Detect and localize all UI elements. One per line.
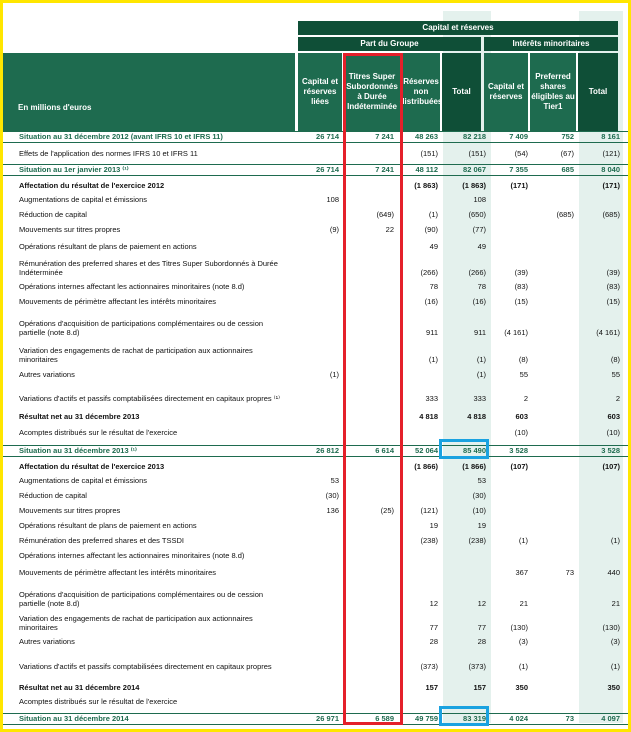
col-header-preferred-shares: Preferred shares éligibles au Tier1: [530, 53, 576, 131]
row-label: Situation au 31 décembre 2012 (avant IFRS 10 et IFRS 11): [19, 132, 223, 141]
cell-value: (1): [610, 662, 620, 671]
table-row: [3, 225, 628, 234]
table-row: [3, 282, 628, 291]
cell-value: 49: [429, 242, 438, 251]
total-2013-highlight: [439, 439, 489, 459]
cell-value: 367: [515, 568, 528, 577]
cell-value: (1 863): [462, 181, 486, 190]
cell-value: 73: [565, 714, 574, 723]
cell-value: (67): [560, 149, 574, 158]
table-row: [3, 476, 628, 485]
cell-value: (151): [468, 149, 486, 158]
cell-value: (171): [602, 181, 620, 190]
row-label: Mouvements sur titres propres: [19, 225, 121, 234]
cell-value: 7 241: [375, 132, 394, 141]
cell-value: (238): [420, 536, 438, 545]
table-row: [3, 394, 628, 403]
cell-value: 4 818: [467, 412, 486, 421]
col-header-reserves-non-distribuees: Réserves non distribuées: [402, 53, 440, 131]
table-row: [3, 346, 628, 364]
cell-value: 21: [611, 599, 620, 608]
row-label: Variation des engagements de rachat de participation aux actionnaires minoritaires: [19, 614, 253, 632]
table-row: [3, 614, 628, 632]
cell-value: 26 714: [316, 132, 339, 141]
table-row: [3, 551, 628, 560]
cell-value: 26 714: [316, 165, 339, 174]
cell-value: 8 161: [601, 132, 620, 141]
row-label: Variation des engagements de rachat de participation aux actionnaires minoritaires: [19, 346, 253, 364]
cell-value: (266): [420, 268, 438, 277]
cell-value: 108: [473, 195, 486, 204]
table-row: [3, 297, 628, 306]
header-capital-reserves: Capital et réserves: [298, 21, 618, 35]
cell-value: (151): [420, 149, 438, 158]
cell-value: 7 355: [509, 165, 528, 174]
cell-value: 82 067: [463, 165, 486, 174]
row-label: Opérations d'acquisition de participations complémentaires ou de cession partielle (note 8.d): [19, 590, 264, 608]
table-row: [3, 181, 628, 190]
cell-value: 55: [519, 370, 528, 379]
table-row: [3, 242, 628, 251]
cell-value: 350: [607, 683, 620, 692]
header-left-block: [3, 53, 295, 131]
cell-value: 19: [429, 521, 438, 530]
row-label: Mouvements de périmètre affectant les intérêts minoritaires: [19, 568, 217, 577]
cell-value: 108: [326, 195, 339, 204]
cell-value: (54): [514, 149, 528, 158]
cell-value: (1): [476, 355, 486, 364]
row-label: Résultat net au 31 décembre 2013: [19, 412, 140, 421]
table-row: [3, 491, 628, 500]
table-header: [3, 3, 628, 131]
cell-value: 911: [474, 328, 486, 337]
cell-value: 4 024: [509, 714, 528, 723]
cell-value: 911: [426, 328, 438, 337]
cell-value: 752: [561, 132, 574, 141]
row-label: Variations d'actifs et passifs comptabilisées directement en capitaux propres: [19, 662, 272, 671]
cell-value: (3): [518, 637, 528, 646]
cell-value: (15): [606, 297, 620, 306]
cell-value: (30): [472, 491, 486, 500]
row-label: Opérations résultant de plans de paiement en actions: [19, 521, 197, 530]
table-row: [3, 683, 628, 692]
table-row: [3, 428, 628, 437]
table-row: [3, 319, 628, 337]
row-label: Résultat net au 31 décembre 2014: [19, 683, 140, 692]
row-label: Réduction de capital: [19, 210, 87, 219]
cell-value: (10): [514, 428, 528, 437]
cell-value: 55: [611, 370, 620, 379]
situation-row: [3, 164, 628, 176]
table-row: [3, 536, 628, 545]
cell-value: 2: [615, 394, 620, 403]
cell-value: (238): [468, 536, 486, 545]
situation-row: [3, 131, 628, 143]
table-row: [3, 506, 628, 515]
cell-value: (685): [602, 210, 620, 219]
row-label: Effets de l'application des normes IFRS 10 et IFRS 11: [19, 149, 198, 158]
cell-value: (1): [329, 370, 339, 379]
cell-value: (4 161): [596, 328, 620, 337]
cell-value: (373): [468, 662, 486, 671]
table-row: [3, 637, 628, 646]
cell-value: 49: [477, 242, 486, 251]
row-label: Autres variations: [19, 370, 75, 379]
cell-value: 21: [519, 599, 528, 608]
cell-value: 7 409: [509, 132, 528, 141]
cell-value: 52 064: [415, 446, 438, 455]
cell-value: (4 161): [504, 328, 528, 337]
situation-row: [3, 445, 628, 457]
table-row: [3, 195, 628, 204]
cell-value: (8): [610, 355, 620, 364]
col-header-capital-reserves-minoritaires: Capital et réserves: [484, 53, 528, 131]
cell-value: (107): [602, 462, 620, 471]
cell-value: 333: [473, 394, 486, 403]
cell-value: 26 971: [316, 714, 339, 723]
row-label: Opérations d'acquisition de participations complémentaires ou de cession partielle (note 8.d): [19, 319, 264, 337]
cell-value: (77): [472, 225, 486, 234]
cell-value: (1 866): [462, 462, 486, 471]
cell-value: (15): [514, 297, 528, 306]
table-row: [3, 210, 628, 219]
cell-value: 2: [523, 394, 528, 403]
cell-value: 3 528: [509, 446, 528, 455]
row-label: Situation au 31 décembre 2013 ⁽¹⁾: [19, 446, 137, 455]
table-row: [3, 568, 628, 577]
cell-value: 157: [425, 683, 438, 692]
cell-value: (16): [472, 297, 486, 306]
table-row: [3, 521, 628, 530]
table-row: [3, 462, 628, 471]
cell-value: 4 097: [601, 714, 620, 723]
cell-value: 73: [565, 568, 574, 577]
cell-value: 26 812: [316, 446, 339, 455]
row-label: Opérations internes affectant les actionnaires minoritaires (note 8.d): [19, 551, 245, 560]
cell-value: (9): [329, 225, 339, 234]
situation-row: [3, 713, 628, 725]
cell-value: 603: [515, 412, 528, 421]
cell-value: 333: [425, 394, 438, 403]
cell-value: 53: [477, 476, 486, 485]
cell-value: 19: [477, 521, 486, 530]
cell-value: (10): [606, 428, 620, 437]
col-header-total-minoritaires: Total: [578, 53, 618, 131]
total-2014-highlight: [439, 706, 489, 726]
tssdi-column-highlight: [343, 53, 403, 725]
cell-value: 603: [607, 412, 620, 421]
cell-value: 7 241: [375, 165, 394, 174]
cell-value: 440: [607, 568, 620, 577]
cell-value: 4 818: [419, 412, 438, 421]
cell-value: (16): [424, 297, 438, 306]
cell-value: 85 490: [463, 446, 486, 455]
cell-value: (685): [556, 210, 574, 219]
row-label: Affectation du résultat de l'exercice 2013: [19, 462, 165, 471]
row-label: Acomptes distribués sur le résultat de l'exercice: [19, 697, 178, 706]
cell-value: 8 040: [601, 165, 620, 174]
cell-value: 53: [330, 476, 339, 485]
cell-value: 136: [326, 506, 339, 515]
table-row: [3, 370, 628, 379]
cell-value: 49 759: [415, 714, 438, 723]
cell-value: (121): [602, 149, 620, 158]
cell-value: (130): [510, 623, 528, 632]
cell-value: 78: [429, 282, 438, 291]
cell-value: 83 319: [463, 714, 486, 723]
cell-value: 12: [477, 599, 486, 608]
cell-value: 6 589: [375, 714, 394, 723]
cell-value: (83): [514, 282, 528, 291]
table-row: [3, 149, 628, 158]
cell-value: (3): [610, 637, 620, 646]
row-label: Affectation du résultat de l'exercice 2012: [19, 181, 165, 190]
cell-value: 77: [477, 623, 486, 632]
row-label: Rémunération des preferred shares et des Titres Super Subordonnés à Durée Indéterminée: [19, 259, 278, 277]
cell-value: (39): [606, 268, 620, 277]
cell-value: 22: [385, 225, 394, 234]
cell-value: (1 866): [414, 462, 438, 471]
row-label: Variations d'actifs et passifs comptabilisées directement en capitaux propres ⁽¹⁾: [19, 394, 280, 403]
col-header-total-groupe: Total: [442, 53, 481, 131]
cell-value: 3 528: [601, 446, 620, 455]
cell-value: (8): [518, 355, 528, 364]
cell-value: 12: [429, 599, 438, 608]
row-label: Situation au 1er janvier 2013 ⁽¹⁾: [19, 165, 129, 174]
cell-value: (83): [606, 282, 620, 291]
header-part-du-groupe: Part du Groupe: [298, 37, 481, 51]
cell-value: 350: [515, 683, 528, 692]
cell-value: (130): [602, 623, 620, 632]
cell-value: (1): [518, 536, 528, 545]
units-label: En millions d'euros: [18, 103, 92, 112]
table-row: [3, 412, 628, 421]
header-interets-minoritaires: Intérêts minoritaires: [484, 37, 618, 51]
cell-value: (1): [428, 210, 438, 219]
row-label: Opérations résultant de plans de paiement en actions: [19, 242, 197, 251]
table-row: [3, 662, 628, 671]
col-header-capital-reserves-liees: Capital et réserves liées: [298, 53, 342, 131]
cell-value: (39): [514, 268, 528, 277]
cell-value: (1): [610, 536, 620, 545]
row-label: Rémunération des preferred shares et des TSSDI: [19, 536, 184, 545]
cell-value: 6 614: [375, 446, 394, 455]
cell-value: (121): [420, 506, 438, 515]
cell-value: (649): [376, 210, 394, 219]
cell-value: (107): [510, 462, 528, 471]
table-row: [3, 697, 628, 706]
cell-value: (25): [380, 506, 394, 515]
row-label: Opérations internes affectant les actionnaires minoritaires (note 8.d): [19, 282, 245, 291]
cell-value: (266): [468, 268, 486, 277]
row-label: Autres variations: [19, 637, 75, 646]
cell-value: (30): [325, 491, 339, 500]
cell-value: (1 863): [414, 181, 438, 190]
col-header-tssdi: Titres Super Subordonnés à Durée Indéterminée: [344, 53, 400, 131]
row-label: Réduction de capital: [19, 491, 87, 500]
cell-value: (1): [476, 370, 486, 379]
cell-value: 48 263: [415, 132, 438, 141]
cell-value: (90): [424, 225, 438, 234]
cell-value: 82 218: [463, 132, 486, 141]
cell-value: (1): [518, 662, 528, 671]
cell-value: (650): [468, 210, 486, 219]
row-label: Augmentations de capital et émissions: [19, 476, 147, 485]
cell-value: 685: [561, 165, 574, 174]
cell-value: (1): [428, 355, 438, 364]
cell-value: (171): [510, 181, 528, 190]
cell-value: (10): [472, 506, 486, 515]
row-label: Augmentations de capital et émissions: [19, 195, 147, 204]
cell-value: (373): [420, 662, 438, 671]
cell-value: 157: [473, 683, 486, 692]
row-label: Mouvements sur titres propres: [19, 506, 121, 515]
table-row: [3, 259, 628, 277]
table-row: [3, 590, 628, 608]
cell-value: 28: [429, 637, 438, 646]
cell-value: 28: [477, 637, 486, 646]
row-label: Situation au 31 décembre 2014: [19, 714, 129, 723]
cell-value: 77: [429, 623, 438, 632]
cell-value: 48 112: [415, 165, 438, 174]
row-label: Acomptes distribués sur le résultat de l'exercice: [19, 428, 178, 437]
row-label: Mouvements de périmètre affectant les intérêts minoritaires: [19, 297, 217, 306]
cell-value: 78: [477, 282, 486, 291]
